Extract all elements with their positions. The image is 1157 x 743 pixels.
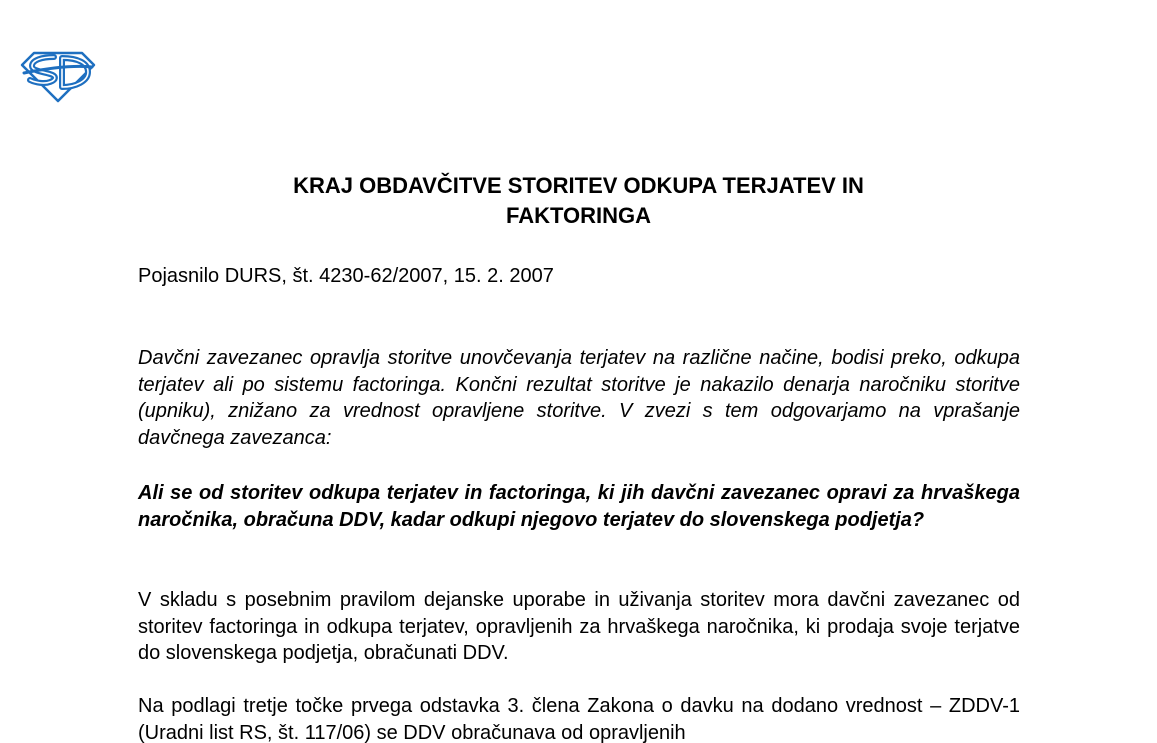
legal-basis-paragraph: Na podlagi tretje točke prvega odstavka 3. člena Zakona o davku na dodano vrednost – ZDDV-1 (Uradni list RS, št. 117/06) se DDV obračunava od opravljenih xyxy=(138,695,1020,743)
company-logo-icon xyxy=(20,49,96,103)
question-paragraph: Ali se od storitev odkupa terjatev in factoringa, ki jih davčni zavezanec opravi za hrvaškega naročnika, obračuna DDV, kadar odkupi njegovo terjatev do slovenskega podjetja? xyxy=(138,482,1020,531)
document-title-line-1: KRAJ OBDAVČITVE STORITEV ODKUPA TERJATEV IN xyxy=(293,173,864,198)
document-title xyxy=(160,171,997,231)
document-reference: Pojasnilo DURS, št. 4230-62/2007, 15. 2. 2007 xyxy=(138,265,554,287)
intro-paragraph: Davčni zavezanec opravlja storitve unovčevanja terjatev na različne načine, bodisi preko, odkupa terjatev ali po sistemu factoringa. Končni rezultat storitve je nakazilo denarja naročniku storitve (upniku), znižano za vrednost opravljene storitve. V zvezi s tem odgovarjamo na vprašanje davčnega zavezanca: xyxy=(138,347,1020,449)
document-title-line-2: FAKTORINGA xyxy=(505,203,652,228)
answer-paragraph: V skladu s posebnim pravilom dejanske uporabe in uživanja storitev mora davčni zavezanec od storitev factoringa in odkupa terjatev, opravljenih za hrvaškega naročnika, ki prodaja svoje terjatve do slovenskega podjetja, obračunati DDV. xyxy=(138,589,1020,664)
